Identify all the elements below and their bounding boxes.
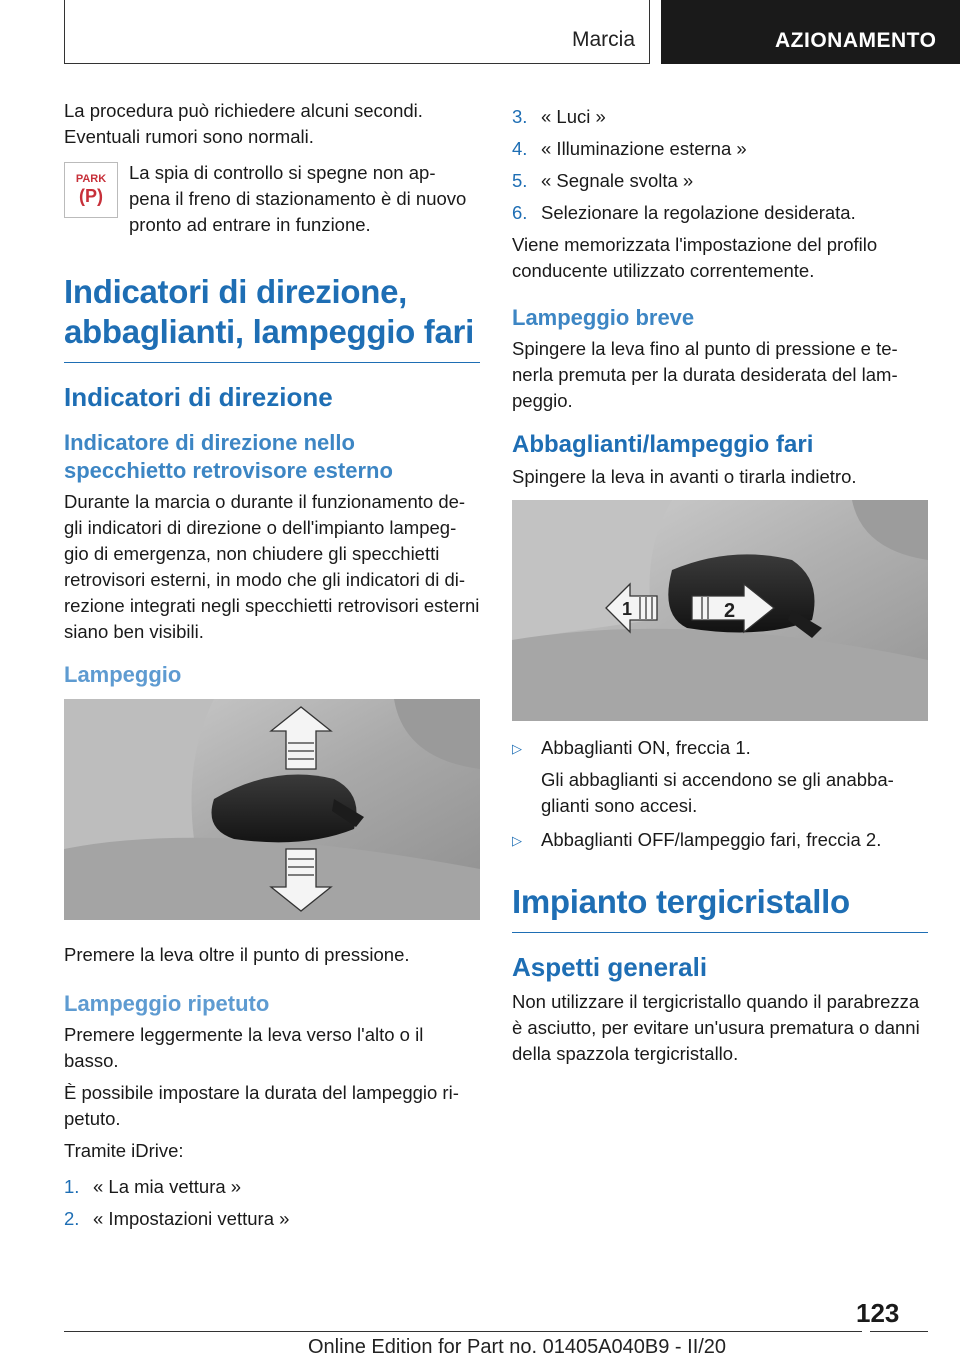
header-chapter-box [661, 0, 960, 64]
heading-lampeggio-ripetuto: Lampeggio ripetuto [64, 991, 270, 1016]
lever-push-pull-illustration [512, 500, 928, 721]
list-item [64, 1206, 480, 1232]
step-text: « Illuminazione esterna » [541, 138, 747, 159]
right-column [512, 104, 928, 1073]
heading-lampeggio-breve: Lampeggio breve [512, 305, 695, 330]
left-column [64, 98, 480, 1238]
lever-up-down-illustration [64, 699, 480, 920]
mirror-indicator-text: Durante la marcia o durante il funzionamento de- gli indicatori di direzione o dell'impianto lampeg- gio di emergenza, non chiudere gli specchietti retrovisori esterni, in modo che gli indicatori di di- rezione integrati negli specchietti retrovisori esterni siano ben visibili. [64, 491, 480, 642]
heading-lampeggio: Lampeggio [64, 662, 182, 687]
lampeggio-caption: Premere la leva oltre il punto di pressione. [64, 944, 410, 965]
step-number: 1. [64, 1176, 80, 1197]
section-title-indicators: Indicatori di direzione, abbaglianti, lampeggio fari [64, 272, 480, 363]
footer-divider [64, 1331, 862, 1332]
step-number: 2. [64, 1208, 80, 1229]
list-item [512, 168, 928, 194]
header-section-label: Marcia [571, 28, 635, 51]
general-text: Non utilizzare il tergicristallo quando il parabrezza è asciutto, per evitare un'usura prematura o danni della spazzola tergicristallo. [512, 991, 920, 1064]
subsection-title-general: Aspetti generali [512, 952, 708, 982]
list-item [64, 1174, 480, 1200]
idrive-steps-right [512, 104, 928, 226]
memo-text: Viene memorizzata l'impostazione del profilo conducente utilizzato correntemente. [512, 234, 878, 281]
park-brake-icon [64, 162, 118, 218]
arrow-label-1: 1 [622, 599, 633, 619]
ripetuto-text-2: È possibile impostare la durata del lampeggio ri- petuto. [64, 1082, 459, 1129]
park-icon-text: PARK [75, 173, 107, 185]
idrive-steps-left [64, 1174, 480, 1232]
section-title-wipers: Impianto tergicristallo [512, 882, 928, 933]
triangle-bullet-icon: ▷ [512, 833, 522, 848]
bullet-subtext: Gli abbaglianti si accendono se gli anabba- glianti sono accesi. [541, 769, 894, 816]
heading-mirror-indicator: Indicatore di direzione nello specchietto retrovisore esterno [64, 430, 393, 483]
ripetuto-text-1: Premere leggermente la leva verso l'alto o il basso. [64, 1024, 424, 1071]
list-item [512, 104, 928, 130]
park-indicator-note [64, 160, 480, 238]
step-number: 4. [512, 138, 528, 159]
list-item [512, 200, 928, 226]
step-text: « Impostazioni vettura » [93, 1208, 290, 1229]
park-indicator-text: La spia di controllo si spegne non ap- pena il freno di stazionamento è di nuovo pronto ad entrare in funzione. [129, 162, 467, 235]
bullet-text: Abbaglianti ON, freccia 1. [541, 737, 751, 758]
subsection-title-indicators: Indicatori di direzione [64, 382, 333, 412]
header-section-box [64, 0, 650, 64]
abbaglianti-text: Spingere la leva in avanti o tirarla indietro. [512, 466, 857, 487]
list-item [512, 136, 928, 162]
intro-paragraph: La procedura può richiedere alcuni secondi. Eventuali rumori sono normali. [64, 100, 423, 147]
step-text: « Luci » [541, 106, 606, 127]
breve-text: Spingere la leva fino al punto di pressione e te- nerla premuta per la durata desiderata del lam- peggio. [512, 338, 898, 411]
triangle-bullet-icon: ▷ [512, 741, 522, 756]
bullet-text: Abbaglianti OFF/lampeggio fari, freccia 2. [541, 829, 882, 850]
high-beam-bullets [512, 735, 928, 854]
step-text: « Segnale svolta » [541, 170, 694, 191]
park-icon-symbol: (P) [79, 186, 103, 206]
list-item [512, 827, 928, 854]
step-number: 5. [512, 170, 528, 191]
header-chapter-label: AZIONAMENTO [775, 29, 937, 52]
arrow-label-2: 2 [724, 600, 736, 622]
step-number: 3. [512, 106, 528, 127]
step-text: Selezionare la regolazione desiderata. [541, 202, 856, 223]
edition-line: Online Edition for Part no. 01405A040B9 - II/20 [308, 1336, 727, 1358]
heading-abbaglianti: Abbaglianti/lampeggio fari [512, 431, 814, 458]
ripetuto-text-3: Tramite iDrive: [64, 1140, 184, 1161]
step-number: 6. [512, 202, 528, 223]
page-number: 123 [856, 1298, 900, 1328]
footer-divider-short [870, 1331, 928, 1332]
step-text: « La mia vettura » [93, 1176, 242, 1197]
list-item [512, 735, 928, 819]
